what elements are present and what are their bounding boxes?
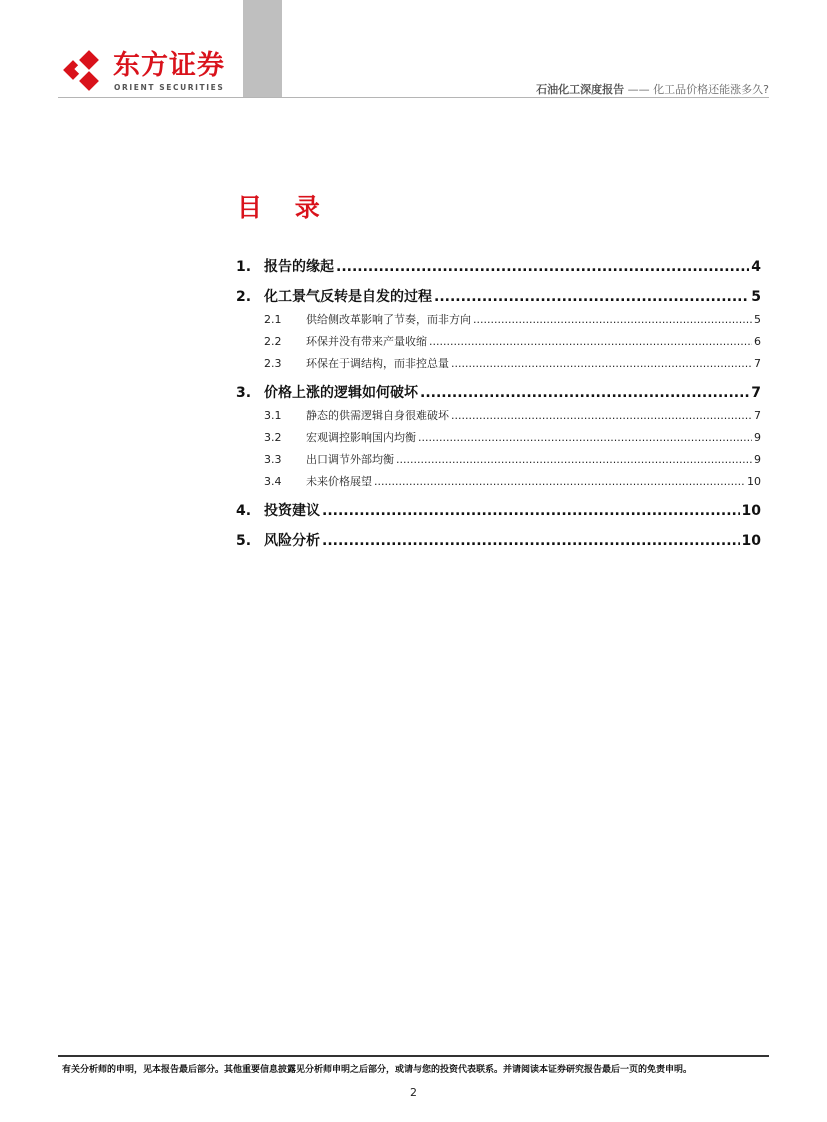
toc-entry-label: 供给侧改革影响了节奏，而非方向 (306, 313, 471, 326)
toc-entry-label: 宏观调控影响国内均衡 (306, 431, 416, 444)
toc-entry-page: 9 (754, 431, 761, 444)
toc-entry-3-2[interactable] (236, 427, 761, 449)
toc-entry-number: 2.2 (264, 335, 282, 348)
toc-entry-page: 10 (747, 475, 761, 488)
toc-entry-page: 5 (754, 313, 761, 326)
toc-entry-5[interactable] (236, 530, 761, 553)
toc-entry-3[interactable] (236, 382, 761, 405)
toc-entry-3-4[interactable] (236, 471, 761, 493)
report-type: 石油化工深度报告 (536, 83, 625, 96)
toc-entry-label: 未来价格展望 (306, 475, 372, 488)
header-separator: —— (627, 83, 650, 96)
toc-entry-page: 10 (741, 503, 761, 519)
table-of-contents (236, 256, 761, 553)
toc-entry-page: 5 (751, 289, 761, 305)
toc-entry-page: 6 (754, 335, 761, 348)
toc-leader-dots (473, 309, 752, 331)
footer-divider (58, 1055, 769, 1057)
toc-leader-dots (396, 449, 752, 471)
report-header-title (536, 81, 769, 97)
toc-title: 目 录 (237, 193, 332, 222)
toc-entry-page: 9 (754, 453, 761, 466)
toc-leader-dots (374, 471, 745, 493)
toc-leader-dots (429, 331, 752, 353)
toc-entry-label: 投资建议 (264, 503, 320, 519)
toc-entry-4[interactable] (236, 500, 761, 523)
toc-entry-number: 2.1 (264, 313, 282, 326)
toc-entry-2-1[interactable] (236, 309, 761, 331)
toc-entry-2-3[interactable] (236, 353, 761, 375)
toc-entry-number: 5. (236, 533, 252, 549)
toc-entry-number: 3.3 (264, 453, 282, 466)
toc-leader-dots (434, 286, 749, 309)
logo-english-text: ORIENT SECURITIES (114, 83, 225, 92)
toc-entry-page: 7 (751, 385, 761, 401)
diamond-logo-icon (58, 49, 106, 93)
toc-entry-3-1[interactable] (236, 405, 761, 427)
toc-entry-number: 3.1 (264, 409, 282, 422)
toc-leader-dots (420, 382, 749, 405)
toc-entry-number: 1. (236, 259, 252, 275)
toc-leader-dots (418, 427, 752, 449)
toc-leader-dots (336, 256, 749, 279)
page-number: 2 (410, 1086, 417, 1099)
toc-leader-dots (451, 353, 752, 375)
company-logo (58, 49, 228, 95)
toc-entry-page: 4 (751, 259, 761, 275)
toc-entry-number: 2.3 (264, 357, 282, 370)
toc-entry-label: 报告的缘起 (264, 259, 334, 275)
toc-entry-page: 7 (754, 409, 761, 422)
toc-entry-label: 环保并没有带来产量收缩 (306, 335, 427, 348)
header-divider (58, 97, 769, 98)
toc-entry-label: 风险分析 (264, 533, 320, 549)
toc-entry-1[interactable] (236, 256, 761, 279)
toc-entry-3-3[interactable] (236, 449, 761, 471)
footer-disclaimer: 有关分析师的申明，见本报告最后部分。其他重要信息披露见分析师申明之后部分，或请与您的投资代表联系。并请阅读本证券研究报告最后一页的免责申明。 (62, 1065, 693, 1075)
toc-leader-dots (322, 500, 740, 523)
toc-entry-label: 化工景气反转是自发的过程 (264, 289, 432, 305)
toc-entry-label: 价格上涨的逻辑如何破坏 (264, 385, 418, 401)
toc-leader-dots (451, 405, 752, 427)
toc-entry-number: 3.4 (264, 475, 282, 488)
header-gray-band (243, 0, 282, 98)
toc-entry-number: 2. (236, 289, 252, 305)
toc-entry-2[interactable] (236, 286, 761, 309)
toc-entry-label: 静态的供需逻辑自身很难破坏 (306, 409, 449, 422)
toc-entry-label: 环保在于调结构，而非控总量 (306, 357, 449, 370)
toc-entry-number: 4. (236, 503, 252, 519)
toc-entry-2-2[interactable] (236, 331, 761, 353)
toc-entry-number: 3.2 (264, 431, 282, 444)
toc-entry-label: 出口调节外部均衡 (306, 453, 394, 466)
toc-entry-number: 3. (236, 385, 252, 401)
logo-chinese-text: 东方证券 (113, 50, 225, 81)
toc-entry-page: 7 (754, 357, 761, 370)
report-subtitle: 化工品价格还能涨多久? (653, 83, 769, 96)
toc-leader-dots (322, 530, 740, 553)
toc-entry-page: 10 (741, 533, 761, 549)
